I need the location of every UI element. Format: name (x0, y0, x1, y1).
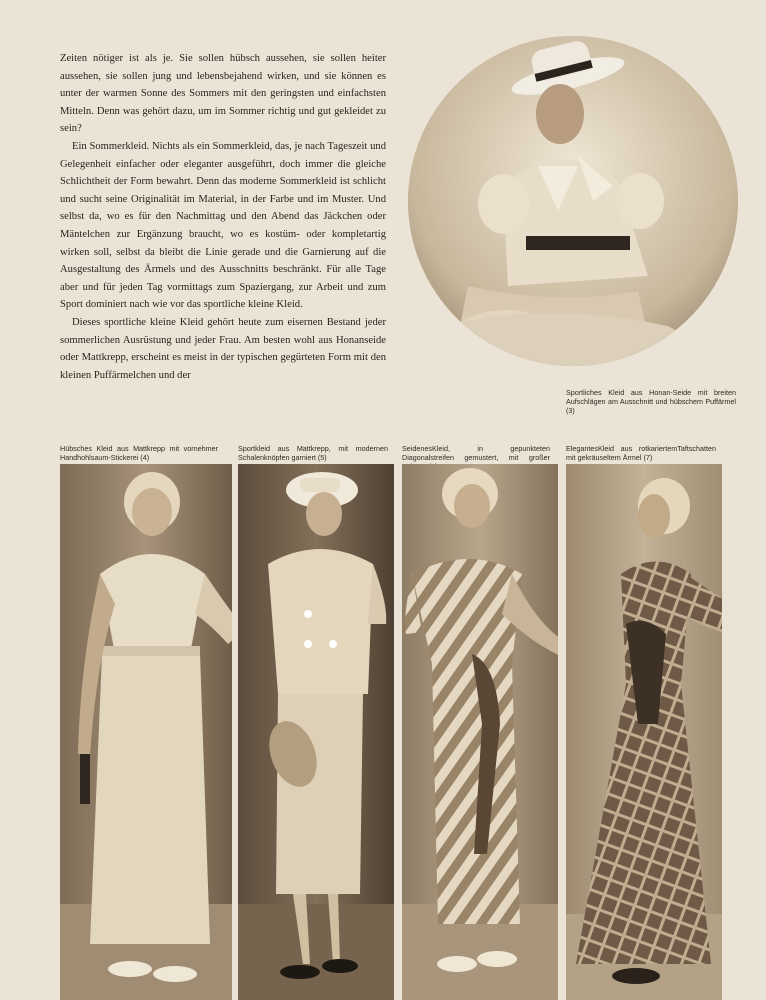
fashion-photo-icon (402, 464, 558, 1000)
photo-caption-5: Sportkleid aus Mattkrepp, mit modernen Schalenknöpfen garniert (5) (238, 444, 388, 462)
article-paragraph-1: Zeiten nötiger ist als je. Sie sollen hübsch aussehen, sie sollen heiter aussehen, sie sollen jung und lebensbejahend wirken, und sie können es unter der warmen Sonne des Sommers mit den geringsten und einfachsten Mitteln. Denn was gehört dazu, um im Sommer richtig und gut gekleidet zu sein? (60, 53, 386, 135)
round-portrait-photo (408, 36, 738, 366)
article-paragraph-2: Ein Sommerkleid. Nichts als ein Sommerkleid, das, je nach Tageszeit und Gelegenheit einfacher oder eleganter ausgeführt, doch immer die gleiche Schlichtheit der Form bewahrt. Denn das moderne Sommerkleid ist schlicht und sucht seine Originalität im Material, in der Farbe und im Muster. Und selbst da, wo es für den Nachmittag und den Abend das Jäckchen oder Mäntelchen zur Ergänzung braucht, wo es kostüm- oder kompletartig wirken soll, selbst da bleibt die Linie gerade und die Garnierung auf die Ausgestaltung des Ärmels und des Ausschnitts beschränkt. Für alle Tage aber und für jeden Tag vormittags zum Spaziergang, zur Arbeit und zum Sport dominiert nach wie vor das sportliche kleine Kleid. (60, 140, 386, 311)
photo-caption-7: ElegantesKleid aus rotkariertemTaftschatten mit gekräuseltem Ärmel (7) (566, 444, 716, 462)
photo-caption-6: SeidenesKleid, in gepunkteten Diagonalstreifen gemustert, mit großer (402, 444, 550, 462)
article-paragraph-3: Dieses sportliche kleine Kleid gehört heute zum eisernen Bestand jeder sommerlichen Ausrüstung und jeder Frau. Am besten wohl aus Honanseide oder Mattkrepp, erscheint es meist in der typischen gegürteten Form mit den kleinen Puffärmelchen und der (60, 316, 386, 381)
photo-caption-4: Hübsches Kleid aus Mattkrepp mit vornehmer Handhohlsaum-Stickerei (4) (60, 444, 218, 462)
fashion-photo-icon (60, 464, 232, 1000)
portrait-photo-icon (408, 36, 738, 366)
main-photo-caption: Sportliches Kleid aus Honan-Seide mit breiten Aufschlägen am Ausschnitt und hübschem Puffärmel (3) (566, 388, 736, 415)
fashion-photo-4 (60, 464, 232, 1000)
fashion-photo-icon (238, 464, 394, 1000)
fashion-photo-5 (238, 464, 394, 1000)
article-body (60, 50, 386, 384)
fashion-photo-icon (566, 464, 722, 1000)
fashion-photo-6 (402, 464, 558, 1000)
fashion-photo-7 (566, 464, 722, 1000)
